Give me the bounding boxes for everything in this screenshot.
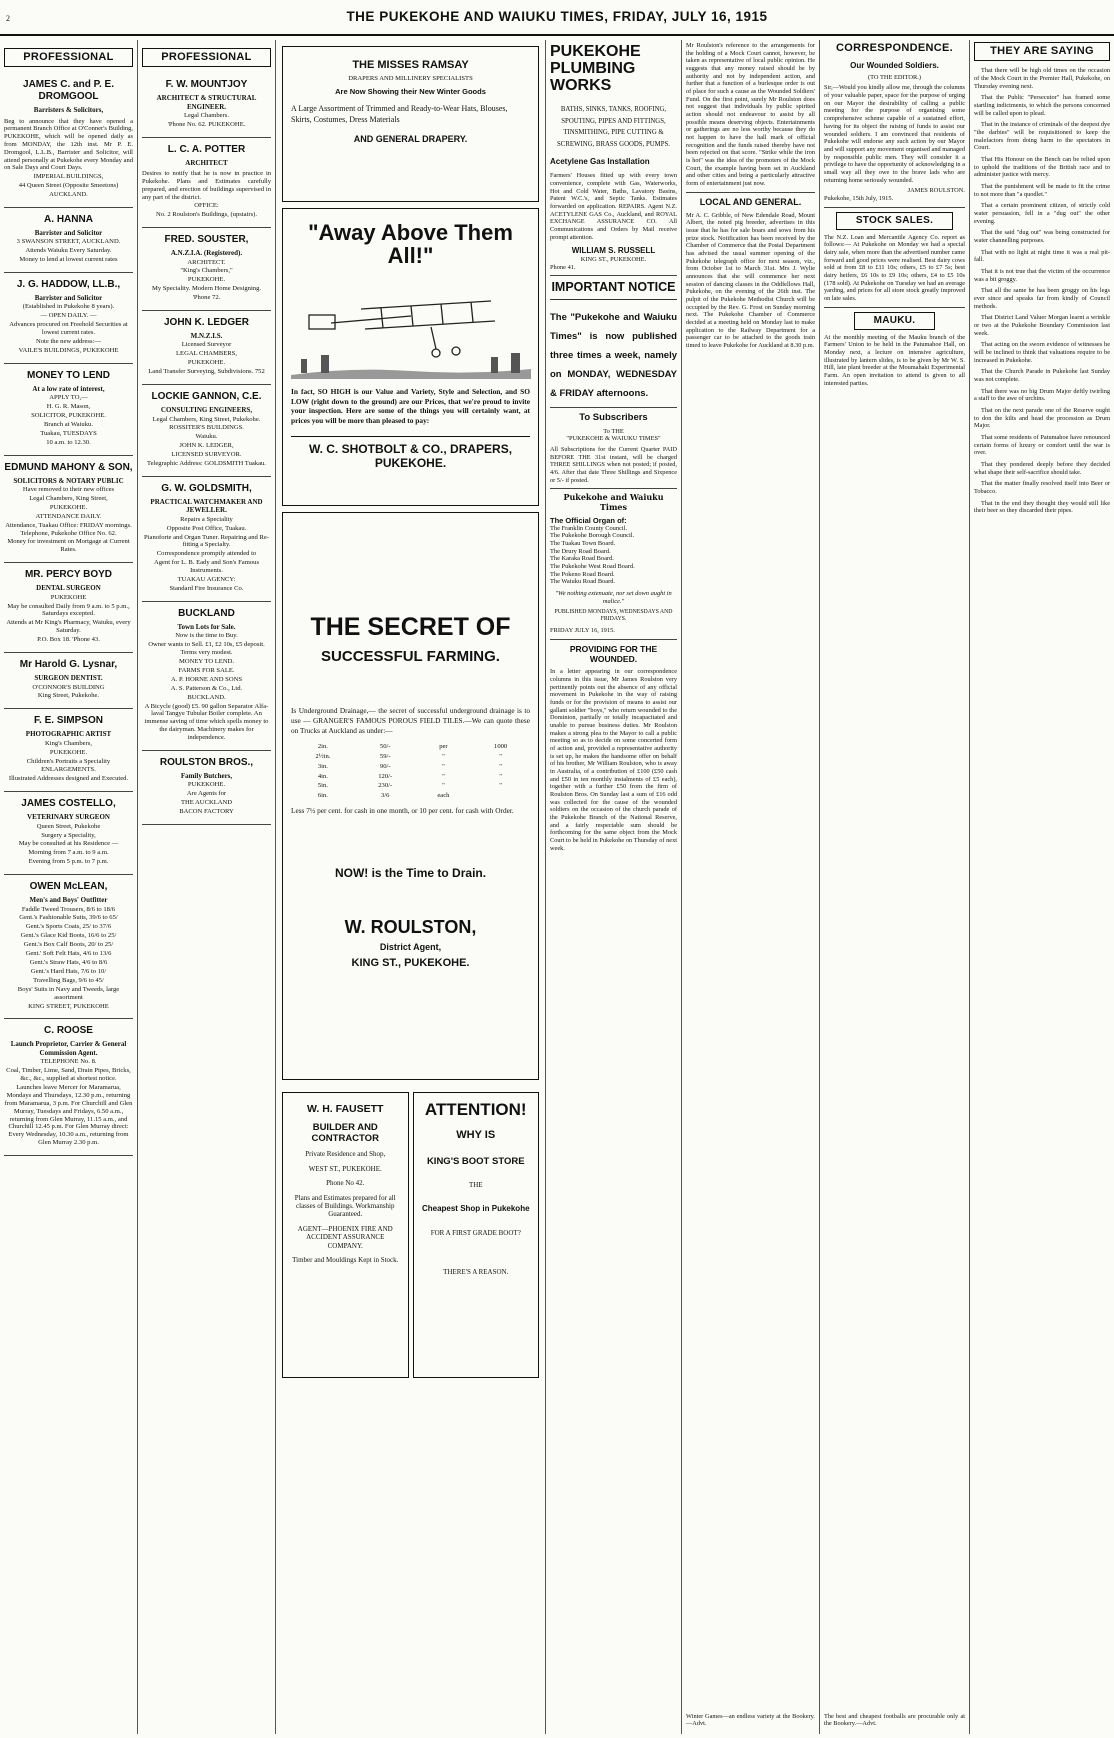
professional-ad — [4, 875, 133, 1019]
saying-item: That they pondered deeply before they decided what shape their self-sacrifice should take. — [974, 461, 1110, 476]
advertiser-line: A. S. Patterson & Co., Ltd. — [170, 684, 243, 692]
correspondence-signature: JAMES ROULSTON. — [907, 187, 965, 195]
organ-paper-name: Pukekohe and Waiuku Times — [563, 492, 664, 512]
advertiser-line: Agent for L. B. Eady and Son's Famous Instruments. — [153, 559, 260, 575]
saying-item: That a certain prominent citizen, of strictly cold water persuasion, fell in a "dug out" the other evening. — [974, 202, 1110, 225]
price-cell: 230/- — [378, 782, 393, 790]
column-7-they-are-saying — [970, 40, 1114, 1734]
farming-cta: NOW! is the Time to Drain. — [334, 866, 487, 881]
important-notice-text: The "Pukekohe and Waiuku Times" is now published three times a week, namely on MONDAY, WEDNESDAY & FRIDAY afternoons. — [550, 312, 677, 400]
price-row — [291, 772, 530, 782]
advertiser-subtitle: Family Butchers, — [180, 772, 233, 781]
saying-item: That the Public "Persecutor" has framed some startling indictments, to which the persons concerned will be called upon to plead. — [974, 94, 1110, 117]
advertiser-line: Now is the time to Buy. — [175, 632, 238, 640]
advertiser-line: PUKEKOHE. — [187, 276, 226, 284]
advertiser-subtitle: ARCHITECT & STRUCTURAL ENGINEER. — [156, 94, 257, 111]
advertiser-line: — OPEN DAILY. — — [40, 312, 97, 320]
professional-ad — [4, 653, 133, 709]
saying-item: That some residents of Patumahoe have renounced certain forms of luxury or comfort until the war is over. — [974, 434, 1110, 457]
plumbing-services: BATHS, SINKS, TANKS, ROOFING, SPOUTING, PIPES AND FITTINGS, TINSMITHING, PIPE CUTTING & SCREWING, BRASS GOODS, PUMPS. — [557, 106, 670, 149]
professional-ad — [4, 208, 133, 273]
price-row — [291, 752, 530, 762]
advertiser-line: P.O. Box 18. 'Phone 43. — [37, 636, 100, 644]
organ-list-item: The Drury Road Board. — [550, 547, 611, 555]
advertiser-name: BUCKLAND — [178, 607, 235, 619]
plumbing-text: Farmers' Houses fitted up with every town convenience, complete with Gas, Waterworks, Hot and Cold Water, Baths, Lavatory Basins, Patent W.C.'s, and Septic Tanks. Estimates forwarded on application. REPAIRS. Agent N.Z. ACETYLENE GAS Co., Auckland, and ROYAL EXCHANGE ASSURANCE CO. All Communications and Orders by Mail receive prompt attention. — [550, 172, 677, 241]
advertiser-name: F. E. SIMPSON — [34, 715, 103, 727]
advertiser-subtitle: PRACTICAL WATCHMAKER AND JEWELLER. — [150, 497, 263, 515]
advertiser-line: Gent.'s Box Calf Boots, 20/ to 25/ — [23, 941, 114, 949]
advertiser-line: Gent.'s Straw Hats, 4/6 to 8/6 — [29, 958, 108, 966]
price-cell: per — [439, 742, 448, 750]
saying-item: That District Land Valuer Morgan learnt a wrinkle or two at the Pukekohe Boundary Commission last week. — [974, 314, 1110, 337]
saying-item: That the matter finally resolved itself into Beer or Tobacco. — [974, 480, 1110, 496]
price-cell: " — [499, 782, 502, 790]
price-row — [291, 781, 530, 791]
price-cell: 59/- — [379, 752, 391, 760]
tile-price-table — [291, 742, 530, 801]
professional-ad — [142, 602, 271, 751]
advertiser-line: PUKEKOHE. — [49, 748, 88, 756]
ramsay-name: THE MISSES RAMSAY — [352, 59, 469, 71]
price-row — [291, 742, 530, 752]
advertiser-line: Money for investment on Mortgage at Current Rates. — [7, 538, 130, 554]
ramsay-text: A Large Assortment of Trimmed and Ready-to-Wear Hats, Blouses, Skirts, Costumes, Dress Materials — [291, 104, 508, 124]
page-mark: 2 — [6, 14, 10, 23]
advertiser-line: ROSSITER'S BUILDINGS. — [169, 424, 244, 432]
advertiser-subtitle: VETERINARY SURGEON — [27, 813, 110, 822]
advertiser-line: Coal, Timber, Lime, Sand, Drain Pipes, Bricks, &c., &c., supplied at shortest notice. — [6, 1067, 131, 1083]
price-cell: " — [442, 782, 445, 790]
ad-secret-of-farming — [282, 512, 539, 1080]
price-cell: 1000 — [494, 742, 508, 750]
advertiser-line: AUCKLAND. — [49, 190, 88, 198]
advertiser-name: OWEN McLEAN, — [29, 881, 108, 893]
roulston-agent-address: KING ST., PUKEKOHE. — [351, 956, 470, 969]
advertiser-line: ATTENDANCE DAILY. — [35, 512, 102, 520]
saying-item: That there will be high old times on the occasion of the Mock Court in the Premier Hall, Pukekohe, on Thursday evening next. — [974, 67, 1110, 90]
advertiser-line: Licensed Surveyor — [181, 341, 232, 349]
advertiser-line: TELEPHONE No. 8. — [40, 1058, 97, 1066]
important-notice-headline: IMPORTANT NOTICE — [550, 280, 677, 300]
advertiser-line: Land Transfer Surveying, Subdivisions. 752 — [148, 368, 265, 376]
price-cell: 2in. — [317, 742, 328, 750]
advertiser-subtitle: DENTAL SURGEON — [36, 584, 101, 593]
column-4 — [546, 40, 682, 1734]
advertiser-line: Surgery a Speciality, — [41, 831, 96, 839]
acetylene-heading: Acetylene Gas Installation — [550, 156, 650, 166]
correspondence-to: (TO THE EDITOR.) — [867, 73, 922, 81]
advertiser-line: IMPERIAL BUILDINGS, — [33, 173, 104, 181]
advertiser-line: 'Phone No. 62. PUKEKOHE. — [167, 120, 246, 128]
column-1-professional — [0, 40, 138, 1734]
advertiser-subtitle: M.N.Z.I.S. — [190, 332, 223, 341]
fausett-line: Plans and Estimates prepared for all classes of Buildings. Workmanship Guaranteed. — [294, 1193, 396, 1219]
advertiser-line: Opposite Post Office, Tuakau. — [166, 524, 247, 532]
advertiser-name: G. W. GOLDSMITH, — [161, 482, 252, 494]
advertiser-line: Legal Chambers, King Street, — [29, 494, 108, 502]
stock-sales-headline: STOCK SALES. — [836, 212, 953, 230]
advertiser-line: No. 2 Roulston's Buildings, (upstairs). — [155, 211, 257, 219]
they-are-saying-header: THEY ARE SAYING — [974, 42, 1110, 61]
plumbing-phone: Phone 41. — [550, 263, 576, 271]
organ-list — [550, 525, 677, 587]
advertiser-line: Waiuku. — [195, 433, 218, 441]
advertiser-line: MONEY TO LEND. — [178, 657, 234, 665]
farming-headline: THE SECRET OF — [310, 613, 511, 641]
professional-ad — [142, 385, 271, 477]
professional-ad — [142, 311, 271, 385]
advertiser-subtitle: Barrister and Solicitor — [34, 293, 103, 302]
organ-list-item: The Waiuku Road Board. — [550, 578, 616, 586]
advertiser-line: 44 Queen Street (Opposite Smeetons) — [18, 182, 119, 190]
subscribers-paper: "PUKEKOHE & WAIUKU TIMES" — [566, 435, 661, 443]
attention-why: WHY IS — [456, 1128, 496, 1141]
saying-item: That there was no big Drum Major deftly twirling a staff to the awe of urchins. — [974, 387, 1110, 403]
price-row — [291, 791, 530, 801]
advertiser-line: Legal Chambers, King Street, Pukekohe. — [152, 415, 261, 423]
farming-sub: SUCCESSFUL FARMING. — [321, 648, 500, 666]
ad-misses-ramsay — [282, 46, 539, 202]
professional-ad — [4, 273, 133, 364]
advertiser-line: Gent.'s Hard Hats, 7/6 to 10/ — [30, 967, 107, 975]
fausett-line: WEST ST., PUKEKOHE. — [308, 1164, 382, 1173]
organ-list-item: The Tuakau Town Board. — [550, 539, 616, 547]
advertiser-subtitle: Barrister and Solicitor — [34, 228, 103, 237]
advertiser-line: Standard Fire Insurance Co. — [169, 584, 244, 592]
advertiser-line: VAILE'S BUILDINGS, PUKEKOHE — [18, 346, 119, 354]
advertiser-line: Evening from 5 p.m. to 7 p.m. — [28, 858, 109, 866]
organ-list-item: The Karaka Road Board. — [550, 555, 614, 563]
professional-ad — [4, 73, 133, 208]
mauku-headline: MAUKU. — [854, 312, 935, 330]
advertiser-name: JOHN K. LEDGER — [163, 317, 249, 329]
saying-item: That acting on the sworn evidence of witnesses he will be inclined to think that valuations require to be increased in Pukekohe. — [974, 341, 1110, 364]
stock-sales-text: The N.Z. Loan and Mercantile Agency Co. report as follows:— At Pukekohe on Monday we had a special dairy sale, when more than the advertised number came forward and good prices were realised. Best dairy cows sold at from £8 to £11 10s; others, £5 to £7 5s; best dairy heifers, £6 10s to £9 10s; others, £4 to £5 10s (178 sold). At Pukekohe on Tuesday we had an average yarding, and prices for all store stock greatly improved on late sales. — [824, 233, 965, 302]
advertiser-subtitle: Town Lots for Sale. — [177, 622, 236, 631]
mauku-text: At the monthly meeting of the Mauku branch of the Farmers' Union to be held in the Patumahoe Hall, on Monday next, a lecture on intensive agriculture, illustrated by lantern slides, is to be given by Mr W. S. Hill, late plant breeder at the Moumahaki Experimental Farm. An open invitation to attend is given to all interested parties. — [824, 333, 965, 387]
professional-ad — [142, 138, 271, 228]
price-cell: " — [442, 752, 445, 760]
fausett-details — [291, 1150, 400, 1264]
professional-ad — [4, 1019, 133, 1156]
advertiser-line: Owner wants to Sell. £1, £2 10s, £5 deposit. Terms very modest. — [148, 641, 265, 657]
column-6-correspondence — [820, 40, 970, 1734]
advertiser-line: Branch at Waiuku. — [44, 420, 93, 428]
price-cell: " — [499, 772, 502, 780]
organ-published: PUBLISHED MONDAYS, WEDNESDAYS AND FRIDAYS. — [554, 609, 673, 623]
ramsay-tag: Are Now Showing their New Winter Goods — [335, 87, 486, 97]
advertiser-line: FARMS FOR SALE. — [178, 666, 235, 674]
shotbolt-headline: "Away Above Them All!" — [308, 220, 513, 269]
advertiser-line: Gent.'s Glace Kid Boots, 16/6 to 25/ — [20, 932, 117, 940]
price-cell: 4in. — [317, 772, 328, 780]
section-header-professional-2: PROFESSIONAL — [142, 48, 271, 67]
advertiser-line: Are Agents for — [186, 790, 227, 798]
advertiser-line: Have removed to their new offices — [22, 486, 115, 494]
organ-heading: The Official Organ of: — [550, 515, 627, 525]
masthead — [0, 0, 1114, 36]
advertiser-name: LOCKIE GANNON, C.E. — [151, 391, 262, 403]
advertiser-line: King's Chambers, — [45, 739, 92, 747]
advertiser-name: MR. PERCY BOYD — [24, 569, 113, 581]
professional-ad — [4, 792, 133, 875]
advertiser-line: Illustrated Addresses designed and Executed. — [8, 775, 129, 783]
advertiser-line: OFFICE: — [194, 202, 219, 210]
roulston-agent-sub: District Agent, — [379, 942, 442, 953]
price-cell: 6in. — [317, 792, 328, 800]
advertiser-line: LEGAL CHAMBERS, — [176, 350, 237, 358]
advertiser-text: Desires to notify that he is now in practice in Pukekohe. Plans and Estimates carefully prepared, and erection of buildings supervised in any part of the district. — [142, 170, 271, 201]
attention-shop: KING'S BOOT STORE — [426, 1156, 525, 1168]
advertiser-subtitle: ARCHITECT — [185, 158, 228, 167]
advertiser-subtitle: Barristers & Solicitors, — [33, 106, 104, 115]
roulston-agent-name: W. ROULSTON, — [344, 916, 477, 937]
price-cell: 3in. — [317, 762, 328, 770]
saying-item: That the punishment will be made to fit the crime to not more than "a quodlet." — [974, 182, 1110, 198]
advertiser-subtitle: PHOTOGRAPHIC ARTIST — [25, 730, 112, 739]
saying-item: That His Honour on the Bench can be relied upon to uphold the traditions of the British race and to administer justice with mercy. — [974, 155, 1110, 179]
they-are-saying-list — [974, 67, 1110, 515]
organ-list-item: The Pukekohe Borough Council. — [550, 532, 635, 540]
attention-reason: THERE'S A REASON. — [443, 1267, 509, 1276]
advertiser-line: May be consulted at his Residence — — [18, 840, 119, 848]
bookery-advt-2: The best and cheapest footballs are procurable only at the Bookery.—Advt. — [824, 1712, 965, 1728]
advertiser-line: Advances procured on Freehold Securities at lowest current rates. — [9, 321, 128, 337]
advertiser-subtitle: At a low rate of interest, — [32, 384, 105, 393]
advertiser-line: PUKEKOHE. — [187, 359, 226, 367]
advertiser-subtitle: SOLICITORS & NOTARY PUBLIC — [13, 476, 124, 485]
advertiser-text: Beg to announce that they have opened a permanent Branch Office at O'Conner's Building, PUKEKOHE, which will be opened daily as from MONDAY, the 12th inst. Mr P. E. Dromgool, L.L.B., Barrister and Solicitor, will attend personally at Pukekohe every Monday and on Sale Days and Court Days. — [4, 117, 133, 172]
correspondence-subject: Our Wounded Soldiers. — [850, 61, 939, 71]
advertiser-line: BACON FACTORY — [179, 808, 234, 816]
advertiser-line: May be consulted Daily from 9 a.m. to 5 p.m., Saturdays excepted. — [7, 602, 130, 618]
advertiser-line: Boys' Suits in Navy and Tweeds, large assortment — [17, 985, 120, 1001]
mock-court-text: Mr Roulston's reference to the arrangements for the holding of a Mock Court cannot, however, be taken as representative of local public opinion. He suggests that any money raised should be by authority and not by independent action, and further that a function of a burlesque order is out of place for such a cause as the Wounded Soldiers' Fund. On the first point, surely Mr Roulston does not suggest that individuals by public spirited action should not endeavour to assist by all possible means deserving objects. Entertainments or gatherings are no less worthy because they do not happen to have the hall mark of official recognition and the funds raised thereby have not been rejected on that score. "Strike while the iron is hot" was the idea of the promoters of the Mock Court, the example having been set in Auckland and other cities and being a particularly attractive form of entertainment just now. — [686, 42, 815, 188]
advertiser-line: Legal Chambers. — [183, 111, 230, 119]
price-cell: 50/- — [379, 742, 391, 750]
advertiser-line: Children's Portraits a Speciality — [26, 757, 111, 765]
bookery-advt-1: Winter Games—an endless variety at the Bookery.—Advt. — [686, 1712, 815, 1728]
newspaper-title: THE PUKEKOHE AND WAIUKU TIMES, FRIDAY, JULY 16, 1915 — [346, 9, 768, 24]
subscribers-heading: To Subscribers — [579, 412, 648, 424]
advertiser-line: Travelling Bags, 9/6 to 45/ — [33, 976, 104, 984]
advertiser-name: L. C. A. POTTER — [167, 143, 246, 155]
professional-ads-list-2 — [142, 73, 271, 825]
attention-headline: ATTENTION! — [424, 1100, 527, 1119]
advertiser-line: 10 a.m. to 12.30. — [46, 438, 91, 446]
plumbing-proprietor: WILLIAM S. RUSSELL — [571, 246, 656, 256]
advertiser-line: BUCKLAND. — [187, 693, 226, 701]
saying-item: That in the instance of criminals of the deepest dye "the darbies" will be requisitioned to keep the malefactors from doing harm to the spectators in Court. — [974, 121, 1110, 152]
advertiser-line: "King's Chambers," — [180, 267, 233, 275]
fausett-line: Timber and Mouldings Kept in Stock. — [292, 1255, 399, 1264]
price-cell: 5in. — [317, 782, 328, 790]
column-5 — [682, 40, 820, 1734]
advertiser-line: Correspondence promptly attended to — [156, 550, 257, 558]
professional-ad — [142, 477, 271, 602]
advertiser-line: PUKEKOHE — [50, 593, 87, 601]
organ-list-item: The Franklin County Council. — [550, 524, 628, 532]
local-general-headline: LOCAL AND GENERAL. — [699, 196, 802, 207]
fausett-line: AGENT—PHOENIX FIRE AND ACCIDENT ASSURANCE COMPANY. — [297, 1224, 393, 1250]
professional-ad — [4, 456, 133, 564]
advertiser-name: F. W. MOUNTJOY — [165, 79, 248, 91]
professional-ad — [4, 563, 133, 653]
professional-ad — [4, 709, 133, 792]
price-cell: " — [442, 772, 445, 780]
professional-ad — [142, 73, 271, 138]
advertiser-line: A Bicycle (good) £5. 90 gallon Separator Alfa-laval Tangye Tubular Boiler complete. An immense saving of time which spells money to the dairyman. Machinery makes for independence. — [144, 702, 269, 742]
advertiser-line: 'Phone 72. — [192, 294, 221, 302]
price-cell: 2½in. — [315, 752, 331, 760]
advertiser-name: EDMUND MAHONY & SON, — [4, 461, 133, 473]
price-cell: " — [499, 752, 502, 760]
correspondence-text: Sir,—Would you kindly allow me, through the columns of your valuable paper, space for the purpose of urging on our Mayor the desirability of calling a public meeting for the purpose of organising some comprehensive scheme capable of a sustained effort, having for its object the raising of funds to assist our wounded soldiers. I am convinced that residents of Pukekohe will endorse any such action by our Mayor and will support any movement organised and managed by responsible public men. They will consider it a privilege to have the opportunity of acknowledging in a small way all they owe to the brave lads who are returning home seriously wounded. — [824, 84, 965, 184]
advertiser-line: Queen Street, Pukekohe — [36, 822, 101, 830]
price-cell: 120/- — [378, 772, 393, 780]
advertiser-line: ENLARGEMENTS. — [41, 766, 96, 774]
wounded-headline: PROVIDING FOR THE WOUNDED. — [569, 643, 658, 665]
saying-item: That the said "dug out" was being constructed for water channelling purposes. — [974, 229, 1110, 244]
fausett-name: W. H. FAUSETT — [307, 1103, 384, 1115]
price-cell: " — [499, 762, 502, 770]
attention-cheapest: Cheapest Shop in Pukekohe — [421, 1203, 530, 1213]
bottom-ads-row — [280, 1086, 541, 1384]
saying-item: That it is not true that the victim of the occurrence was a bit groggy. — [974, 267, 1110, 283]
farming-terms: Less 7½ per cent. for cash in one month, or 10 per cent. for cash with Order. — [291, 806, 514, 816]
shotbolt-footer: W. C. SHOTBOLT & CO., DRAPERS, PUKEKOHE. — [291, 436, 530, 471]
professional-ad — [142, 228, 271, 311]
correspondence-header: CORRESPONDENCE. — [836, 42, 953, 54]
advertiser-line: H. G. R. Mason, — [46, 403, 91, 411]
plumbing-headline: PUKEKOHE PLUMBING WORKS — [550, 43, 641, 94]
organ-list-item: The Pukekohe West Road Board. — [550, 562, 635, 570]
advertiser-line: 3 SWANSON STREET, AUCKLAND. — [16, 238, 121, 246]
advertiser-name: A. HANNA — [44, 213, 93, 225]
advertiser-line: Gent.'s Fashionable Suits, 39/6 to 65/ — [19, 914, 118, 922]
local-general-text: Mr A. C. Gribble, of New Edendale Road, Mount Albert, the noted pig breeder, advertises in this issue that he has for sale boars and sows from his prize stock. Notification has been received by the Chamber of Commerce that the Postal Department has advised the usual summer opening of the Pukekohe telegraph office for next season, viz., from October 1st to March 31st. Mrs J. Wylie announces that she will commence her next session of dancing classes in the Oddfellows Hall, Pukekohe, on the evening of the 26th inst. The pulpit of the Pukekohe Methodist Church will be occupied by the Rev. G. Frost on Sunday morning next. The Pukekohe Chamber of Commerce decided at a meeting held on Monday last to make application to the Railway Department for a passenger car to be attached to the goods train timed to leave Pukekohe for Auckland at 8.30 p.m. — [686, 211, 815, 349]
advertiser-line: Gent.' Soft Felt Hats, 4/6 to 13/6 — [25, 950, 112, 958]
fausett-sub: BUILDER AND CONTRACTOR — [311, 1121, 379, 1144]
advertiser-line: Attends Waiuku Every Saturday. — [25, 247, 112, 255]
fausett-line: Phone No 42. — [326, 1179, 365, 1188]
advertiser-line: Repairs a Speciality — [180, 515, 233, 523]
price-row — [291, 762, 530, 772]
advertiser-line: Tuakau, TUESDAYS — [40, 429, 97, 437]
advertiser-line: APPLY TO,— — [49, 394, 88, 402]
advertiser-line: ARCHITECT. — [187, 258, 226, 266]
advertiser-line: SOLICITOR, PUKEKOHE. — [31, 412, 106, 420]
ad-fausett — [282, 1092, 409, 1378]
price-cell — [471, 791, 530, 801]
advertiser-line: KING STREET, PUKEKOHE — [28, 1002, 109, 1010]
advertiser-line: Gent.'s Sports Coats, 25/ to 37/6 — [25, 923, 112, 931]
section-header-professional: PROFESSIONAL — [4, 48, 133, 67]
column-2-professional — [138, 40, 276, 1734]
advertiser-subtitle: CONSULTING ENGINEERS, — [160, 406, 253, 415]
advertiser-line: THE AUCKLAND — [180, 799, 233, 807]
advertiser-subtitle: A.N.Z.I.A. (Registered). — [170, 249, 243, 258]
advertiser-line: Note the new address:— — [35, 338, 101, 345]
saying-item: That with no light at night time it was a real pit-fall. — [974, 248, 1110, 264]
price-cell: " — [442, 762, 445, 770]
advertiser-line: PUKEKOHE. — [187, 781, 226, 789]
ramsay-sub: DRAPERS AND MILLINERY SPECIALISTS — [348, 75, 473, 83]
advertiser-line: Faddle Tweed Trousers, 8/6 to 18/6 — [21, 905, 116, 913]
organ-date: FRIDAY JULY 16, 1915. — [550, 627, 615, 635]
saying-item: That in the end they thought they would still like their beer so they discarded their pipes. — [974, 499, 1110, 515]
professional-ad — [142, 751, 271, 825]
advertiser-line: King Street, Pukekohe. — [37, 692, 100, 700]
advertiser-name: C. ROOSE — [44, 1025, 93, 1037]
price-cell: each — [437, 792, 450, 800]
ad-shotbolt — [282, 208, 539, 506]
advertiser-line: Telegraphic Address: GOLDSMITH Tuakau. — [147, 460, 266, 468]
advertiser-name: MONEY TO LEND — [27, 369, 110, 381]
wounded-text: In a letter appearing in our correspondence columns in this issue, Mr James Roulston very pertinently points out the absence of any official movement in Pukekohe in the way of raising funds or for the provision of means to assist our gallant soldier "boys," who return wounded to the Dominion, partially or totally incapacitated and unable to pursue business duties. Mr Roulston makes a strong plea to the Mayor to call a public meeting so as to decide on some concerted form of action and, provided a representative authority is set up, he makes the handsome offer on behalf of his brother, Mr William Roulston, who is away in Australia, of a contribution of £100 (£50 cash and £50 in ten monthly instalments of £5 each), together with a further £50 from the firm of Roulston Bros. On Sunday last a sum of £16 odd was collected for the cause of the wounded soldiers on the occasion of the church parade of the Pukekohe Branch of the National Reserve, and a fairly respectable sum should be forthcoming for the same object from the Mock Court to be held in Pukekohe on Thursday of next week. — [550, 668, 677, 852]
advertiser-line: PUKEKOHE. — [49, 503, 88, 511]
organ-motto: "We nothing extenuate, nor set down aught in malice." — [555, 590, 672, 605]
advertiser-line: JOHN K. LEDGER, — [179, 442, 234, 450]
advertiser-subtitle: Men's and Boys' Outfitter — [29, 896, 108, 905]
advertiser-name: ROULSTON BROS., — [159, 757, 254, 769]
professional-ad — [4, 364, 133, 456]
ramsay-footer: AND GENERAL DRAPERY. — [353, 133, 468, 144]
organ-list-item: The Pokeno Road Board. — [550, 570, 615, 578]
saying-item: That the Church Parade in Pukekohe last Sunday was not complete. — [974, 368, 1110, 384]
column-3-display-ads — [276, 40, 546, 1734]
advertiser-line: Attendance, Tuakau Office: FRIDAY mornings. Telephone, Pukekohe Office No. 62. — [5, 521, 132, 537]
price-cell: 3/6 — [380, 792, 390, 800]
subscribers-text: All Subscriptions for the Current Quarter PAID BEFORE THE 31st instant, will be charged THREE SHILLINGS when not posted; if posted, 4/6. After that date Three Shillings and Sixpence or 5/- if posted. — [550, 445, 677, 484]
advertiser-name: FRED. SOUSTER, — [164, 234, 249, 246]
advertiser-line: LICENSED SURVEYOR. — [171, 451, 242, 459]
advertiser-subtitle: Launch Proprietor, Carrier & General Commission Agent. — [10, 1040, 127, 1057]
advertiser-line: O'CONNOR'S BUILDING — [32, 683, 105, 691]
shotbolt-text: In fact, SO HIGH is our Value and Variety, Style and Selection, and SO LOW (right down to the ground) are our Prices, that we're proud to invite your inspection. Here are some of the things you will certainly want, at prices you will be more than pleased to pay: — [291, 387, 530, 426]
advertiser-line: Money to lend at lowest current rates — [19, 256, 118, 264]
advertiser-line: Pianoforte and Organ Tuner. Repairing and Re-fitting a Specialty. — [144, 533, 269, 549]
advertiser-line: A. P. HORNE AND SONS — [170, 675, 243, 683]
ad-attention-boot-store — [413, 1092, 540, 1378]
advertiser-subtitle: SURGEON DENTIST. — [34, 674, 103, 683]
advertiser-line: Morning from 7 a.m. to 9 a.m. — [28, 849, 109, 857]
price-cell: 90/- — [379, 762, 391, 770]
plumbing-address: KING ST., PUKEKOHE. — [580, 255, 647, 263]
advertiser-line: Launches leave Mercer for Maramarua, Mondays and Thursdays, 12.30 p.m., returning from Maramarua, 3 p.m. For Churchill and Glen Murray, Tuesdays and Fridays, 6.50 a.m., returning from Glen Murray, 11.15 a.m., and Churchill 12.45 p.m. For Glen Murray direct: Every Wednesday, 10.30 a.m., returning from Glen Murray 2.30 p.m. — [4, 1083, 133, 1147]
saying-item: That all the same he has been groggy on his legs ever since and speaks far from kindly of Council methods. — [974, 287, 1110, 310]
advertiser-line: My Speciality. Modern Home Designing. — [151, 285, 262, 293]
advertiser-name: Mr Harold G. Lysnar, — [19, 659, 118, 671]
farming-text: Is Underground Drainage,— the secret of successful underground drainage is to use — GRANGER'S FAMOUS POROUS FIELD TILES.—We can quote these on Trucks at Auckland as under:— — [291, 706, 530, 735]
attention-the: THE — [468, 1181, 483, 1190]
attention-for: FOR A FIRST GRADE BOOT? — [430, 1229, 521, 1238]
advertiser-name: JAMES C. and P. E. DROMGOOL — [23, 79, 114, 103]
biplane-illustration — [291, 271, 531, 379]
professional-ads-list — [4, 73, 133, 1156]
fausett-line: Private Residence and Shop, — [305, 1150, 386, 1159]
advertiser-line: (Established in Pukekohe 8 years). — [22, 303, 115, 311]
advertiser-line: TUAKAU AGENCY: — [177, 576, 236, 584]
subscribers-to: To THE — [603, 427, 624, 435]
saying-item: That on the next parade one of the Reserve ought to don the kilts and head the procession as Drum Major. — [974, 407, 1110, 430]
advertiser-name: JAMES COSTELLO, — [21, 798, 116, 810]
correspondence-date: Pukekohe, 15th July, 1915. — [824, 194, 894, 202]
advertiser-name: J. G. HADDOW, LL.B., — [16, 278, 121, 290]
advertiser-line: Attends at Mr King's Pharmacy, Waiuku, every Saturday. — [6, 619, 131, 635]
